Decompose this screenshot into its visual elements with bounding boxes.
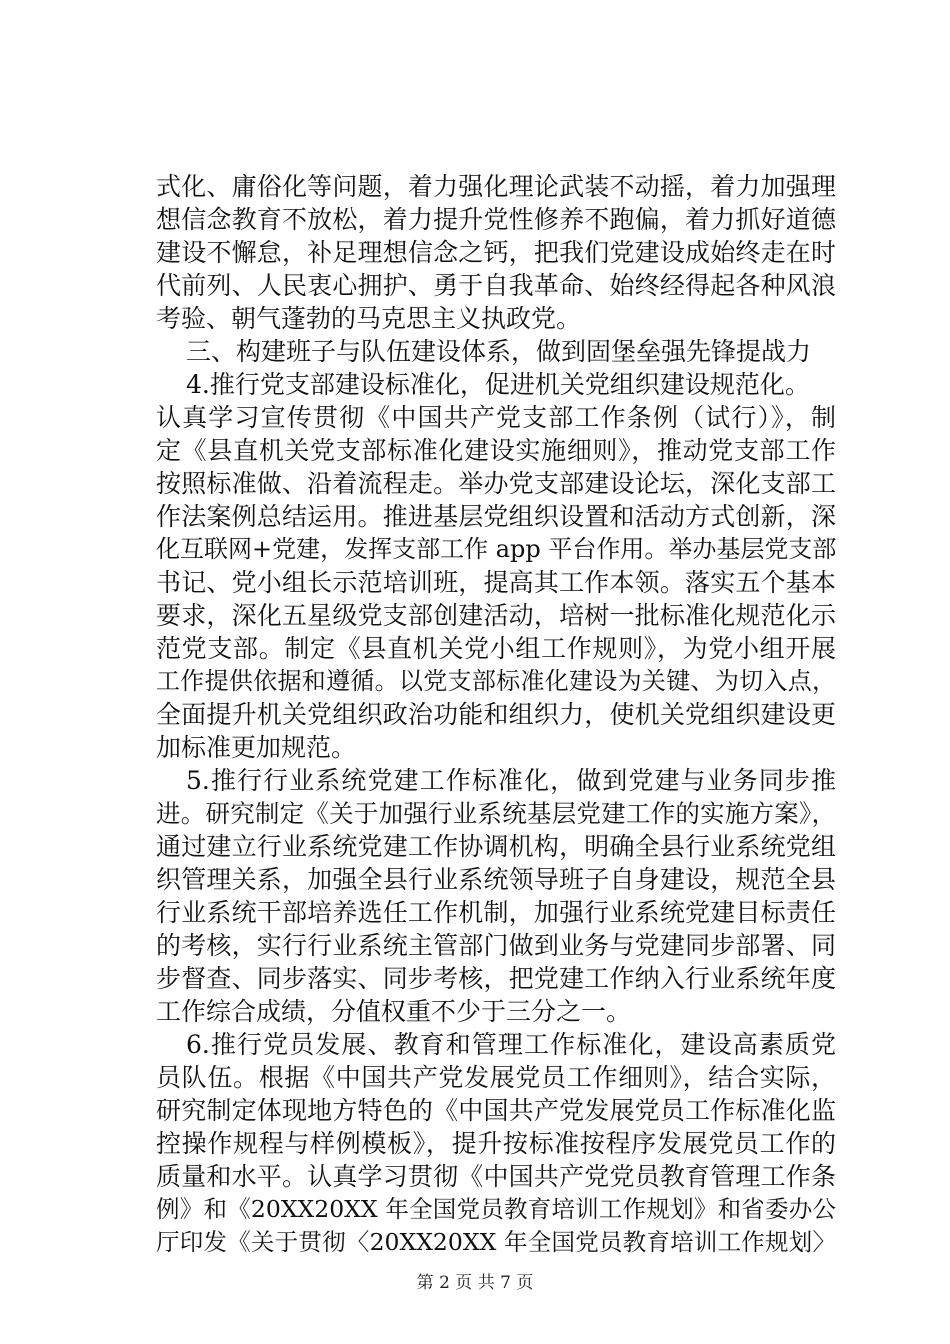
text-line: 员队伍。根据《中国共产党发展党员工作细则》，结合实际， — [156, 1063, 836, 1092]
text-line: 控操作规程与样例模板》，提升按标准按程序发展党员工作的 — [156, 1129, 836, 1158]
text-line: 作法案例总结运用。推进基层党组织设置和活动方式创新，深 — [156, 502, 836, 531]
text-line: 认真学习宣传贯彻《中国共产党支部工作条例（试行）》，制 — [156, 403, 836, 432]
page-footer: 第 2 页 共 7 页 — [416, 1273, 534, 1293]
text-line: 加标准更加规范。 — [156, 733, 357, 762]
text-line: 工作综合成绩，分值权重不少于三分之一。 — [156, 997, 632, 1026]
text-line: 织管理关系，加强全县行业系统领导班子自身建设，规范全县 — [156, 865, 836, 894]
text-line: 代前列、人民衷心拥护、勇于自我革命、始终经得起各种风浪 — [156, 271, 836, 300]
text-line: 厅印发《关于贯彻〈20XX20XX 年全国党员教育培训工作规划〉 — [156, 1228, 836, 1256]
text-line: 6.推行党员发展、教育和管理工作标准化，建设高素质党 — [186, 1030, 836, 1059]
text-line: 要求，深化五星级党支部创建活动，培树一批标准化规范化示 — [156, 601, 836, 630]
text-line: 4.推行党支部建设标准化，促进机关党组织建设规范化。 — [186, 370, 810, 399]
text-line: 例》和《20XX20XX 年全国党员教育培训工作规划》和省委办公 — [156, 1195, 836, 1223]
text-line: 通过建立行业系统党建工作协调机构，明确全县行业系统党组 — [156, 832, 836, 861]
text-line: 5.推行行业系统党建工作标准化，做到党建与业务同步推 — [186, 766, 836, 795]
text-line: 步督查、同步落实、同步考核，把党建工作纳入行业系统年度 — [156, 964, 836, 993]
text-line: 工作提供依据和遵循。以党支部标准化建设为关键、为切入点， — [156, 667, 836, 695]
text-line: 考验、朝气蓬勃的马克思主义执政党。 — [156, 304, 582, 333]
text-line: 书记、党小组长示范培训班，提高其工作本领。落实五个基本 — [156, 568, 836, 597]
text-line: 定《县直机关党支部标准化建设实施细则》，推动党支部工作 — [156, 436, 836, 465]
text-line: 进。研究制定《关于加强行业系统基层党建工作的实施方案》， — [156, 799, 836, 828]
text-line: 行业系统干部培养选任工作机制，加强行业系统党建目标责任 — [156, 898, 836, 927]
text-line: 研究制定体现地方特色的《中国共产党发展党员工作标准化监 — [156, 1096, 836, 1125]
text-line: 建设不懈怠，补足理想信念之钙，把我们党建设成始终走在时 — [156, 238, 836, 267]
document-body — [156, 170, 836, 1259]
text-line: 三、构建班子与队伍建设体系，做到固堡垒强先锋提战力 — [186, 337, 812, 366]
text-line: 范党支部。制定《县直机关党小组工作规则》，为党小组开展 — [156, 634, 836, 663]
text-line: 质量和水平。认真学习贯彻《中国共产党党员教育管理工作条 — [156, 1162, 836, 1191]
text-line: 想信念教育不放松，着力提升党性修养不跑偏，着力抓好道德 — [156, 205, 836, 234]
text-line: 全面提升机关党组织政治功能和组织力，使机关党组织建设更 — [156, 700, 836, 729]
text-line: 化互联网+党建，发挥支部工作 app 平台作用。举办基层党支部 — [156, 535, 837, 563]
text-line: 的考核，实行行业系统主管部门做到业务与党建同步部署、同 — [156, 931, 836, 960]
text-line: 式化、庸俗化等问题，着力强化理论武装不动摇，着力加强理 — [156, 172, 836, 201]
text-line: 按照标准做、沿着流程走。举办党支部建设论坛，深化支部工 — [156, 469, 836, 498]
